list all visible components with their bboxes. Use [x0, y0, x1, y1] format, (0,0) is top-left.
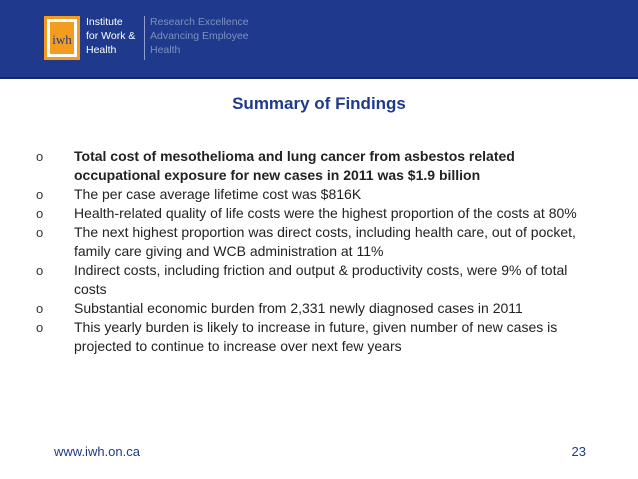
bullet-icon: o	[36, 301, 44, 316]
list-item	[36, 204, 596, 223]
bullet-icon: o	[36, 149, 44, 164]
tagline-line-3: Health	[150, 44, 181, 56]
tagline	[150, 15, 249, 57]
bullet-icon: o	[36, 320, 44, 335]
logo-line-3: Health	[86, 44, 117, 56]
page-number: 23	[571, 444, 586, 459]
iwh-logo-icon	[44, 16, 80, 60]
bullet-text: The per case average lifetime cost was $816K	[74, 186, 362, 202]
bullet-icon: o	[36, 187, 44, 202]
bullet-text: The next highest proportion was direct costs, including health care, out of pocket, family care giving and WCB administration at 11%	[74, 224, 576, 259]
tagline-line-2: Advancing Employee	[150, 30, 249, 42]
bullet-icon: o	[36, 206, 44, 221]
logo-wordmark	[86, 15, 135, 57]
tagline-line-1: Research Excellence	[150, 16, 249, 28]
list-item	[36, 185, 596, 204]
header-underline	[0, 77, 638, 79]
list-item	[36, 318, 596, 356]
slide-title: Summary of Findings	[232, 94, 406, 113]
logo-line-1: Institute	[86, 16, 123, 28]
list-item	[36, 261, 596, 299]
list-item	[36, 223, 596, 261]
bullet-text: Substantial economic burden from 2,331 newly diagnosed cases in 2011	[74, 300, 523, 316]
header-banner	[0, 0, 638, 77]
list-item	[36, 299, 596, 318]
bullet-text: Indirect costs, including friction and output & productivity costs, were 9% of total costs	[74, 262, 568, 297]
bullet-icon: o	[36, 225, 44, 240]
bullet-text: This yearly burden is likely to increase in future, given number of new cases is projected to continue to increase over next few years	[74, 319, 558, 354]
findings-list	[36, 147, 596, 356]
logo-divider	[144, 16, 145, 60]
bullet-text: Total cost of mesothelioma and lung cancer from asbestos related occupational exposure for new cases in 2011 was $1.9 billion	[74, 148, 515, 183]
bullet-text: Health-related quality of life costs were the highest proportion of the costs at 80%	[74, 205, 577, 221]
logo-line-2: for Work &	[86, 30, 136, 42]
bullet-icon: o	[36, 263, 44, 278]
logo-monogram: iwh	[52, 32, 72, 47]
list-item	[36, 147, 596, 185]
footer-website-link[interactable]: www.iwh.on.ca	[54, 444, 140, 459]
